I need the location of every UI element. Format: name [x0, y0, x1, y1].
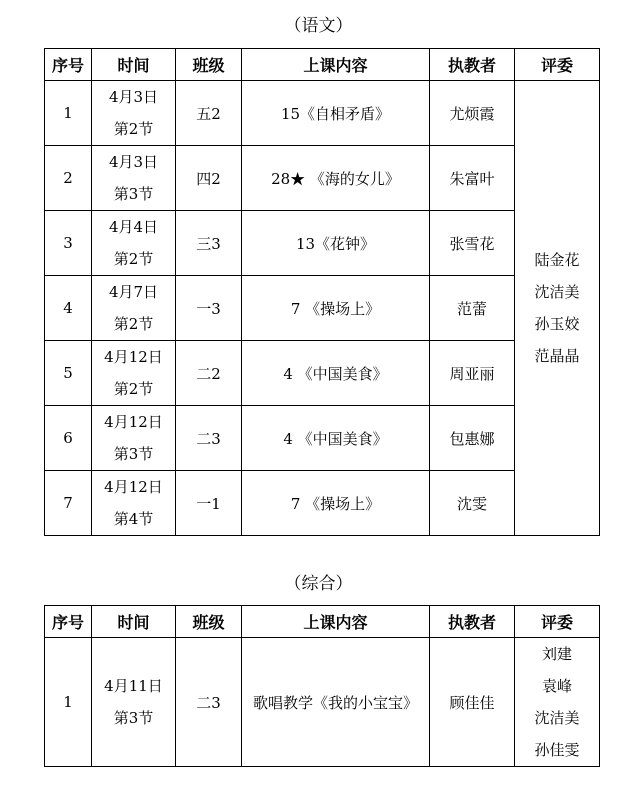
table-row — [45, 638, 600, 767]
row-class: 四2 — [176, 146, 242, 211]
header-teacher: 执教者 — [430, 606, 515, 638]
row-date: 4月12日 — [104, 413, 163, 431]
row-time — [92, 146, 176, 211]
row-teacher: 包惠娜 — [430, 406, 515, 471]
row-teacher: 朱富叶 — [430, 146, 515, 211]
row-class: 二3 — [176, 638, 242, 767]
judge-name: 沈洁美 — [534, 709, 580, 727]
judge-name: 沈洁美 — [534, 283, 580, 301]
judges-cell — [515, 81, 600, 536]
judge-name: 刘建 — [541, 645, 572, 663]
row-period: 第4节 — [113, 510, 154, 528]
row-content: 7 《操场上》 — [242, 276, 430, 341]
row-no: 1 — [45, 638, 92, 767]
row-content: 4 《中国美食》 — [242, 341, 430, 406]
row-no: 6 — [45, 406, 92, 471]
row-no: 1 — [45, 81, 92, 146]
row-teacher: 周亚丽 — [430, 341, 515, 406]
header-teacher: 执教者 — [430, 49, 515, 81]
row-content: 7 《操场上》 — [242, 471, 430, 536]
row-period: 第3节 — [113, 709, 154, 727]
header-class: 班级 — [176, 49, 242, 81]
row-date: 4月3日 — [108, 88, 159, 106]
judges-cell — [515, 638, 600, 767]
comprehensive-section-title: （综合） — [284, 574, 353, 594]
row-no: 7 — [45, 471, 92, 536]
chinese-schedule-table — [44, 48, 600, 536]
judge-name: 袁峰 — [541, 677, 572, 695]
row-teacher: 顾佳佳 — [430, 638, 515, 767]
row-period: 第2节 — [113, 120, 154, 138]
row-period: 第3节 — [113, 185, 154, 203]
row-time — [92, 638, 176, 767]
row-content: 28★ 《海的女儿》 — [242, 146, 430, 211]
row-teacher: 张雪花 — [430, 211, 515, 276]
row-date: 4月12日 — [104, 348, 163, 366]
row-date: 4月11日 — [104, 677, 163, 695]
row-teacher: 范蕾 — [430, 276, 515, 341]
row-no: 4 — [45, 276, 92, 341]
row-time — [92, 341, 176, 406]
judge-name: 孙佳雯 — [534, 741, 580, 759]
header-judges: 评委 — [515, 49, 600, 81]
header-class: 班级 — [176, 606, 242, 638]
row-time — [92, 211, 176, 276]
row-time — [92, 406, 176, 471]
header-no: 序号 — [45, 49, 92, 81]
row-date: 4月12日 — [104, 478, 163, 496]
header-time: 时间 — [92, 606, 176, 638]
chinese-section-title: （语文） — [284, 16, 353, 36]
row-no: 3 — [45, 211, 92, 276]
row-teacher: 尤烦霞 — [430, 81, 515, 146]
row-date: 4月7日 — [108, 283, 159, 301]
row-teacher: 沈雯 — [430, 471, 515, 536]
row-period: 第2节 — [113, 250, 154, 268]
table-header-row — [45, 49, 600, 81]
row-time — [92, 471, 176, 536]
row-date: 4月4日 — [108, 218, 159, 236]
row-time — [92, 276, 176, 341]
row-period: 第3节 — [113, 445, 154, 463]
row-content: 歌唱教学《我的小宝宝》 — [242, 638, 430, 767]
row-no: 5 — [45, 341, 92, 406]
row-class: 三3 — [176, 211, 242, 276]
judge-name: 陆金花 — [534, 251, 580, 269]
row-class: 一3 — [176, 276, 242, 341]
row-period: 第2节 — [113, 315, 154, 333]
row-content: 13《花钟》 — [242, 211, 430, 276]
table-header-row — [45, 606, 600, 638]
row-no: 2 — [45, 146, 92, 211]
header-time: 时间 — [92, 49, 176, 81]
row-content: 15《自相矛盾》 — [242, 81, 430, 146]
table-row — [45, 81, 600, 146]
row-content: 4 《中国美食》 — [242, 406, 430, 471]
judge-name: 孙玉姣 — [534, 315, 580, 333]
header-judges: 评委 — [515, 606, 600, 638]
header-content: 上课内容 — [242, 606, 430, 638]
comprehensive-schedule-table — [44, 605, 600, 767]
header-no: 序号 — [45, 606, 92, 638]
row-class: 二2 — [176, 341, 242, 406]
row-class: 一1 — [176, 471, 242, 536]
header-content: 上课内容 — [242, 49, 430, 81]
row-date: 4月3日 — [108, 153, 159, 171]
judge-name: 范晶晶 — [534, 347, 580, 365]
row-period: 第2节 — [113, 380, 154, 398]
row-class: 二3 — [176, 406, 242, 471]
row-time — [92, 81, 176, 146]
row-class: 五2 — [176, 81, 242, 146]
